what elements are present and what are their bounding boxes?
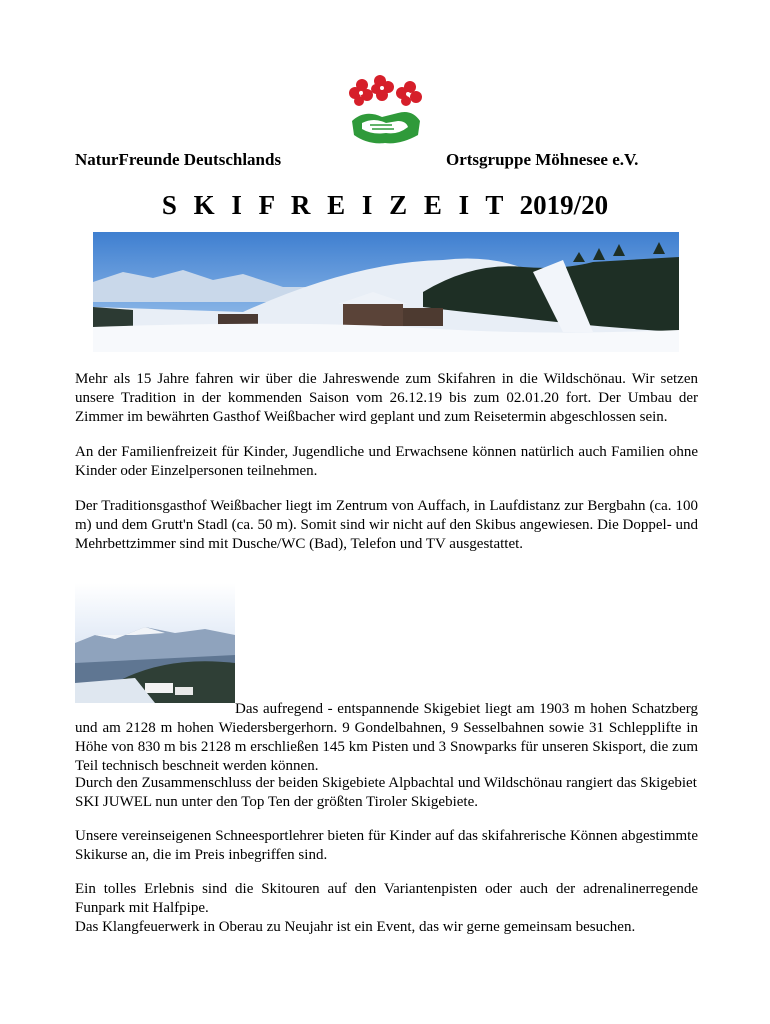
paragraph-family: An der Familienfreizeit für Kinder, Jugendliche und Erwachsene können natürlich auch Familien ohne Kinder oder Einzelpersonen teilnehmen. [75,444,698,479]
panorama-photo [93,232,679,352]
paragraph-fireworks: Das Klangfeuerwerk in Oberau zu Neujahr ist ein Event, das wir gerne gemeinsam besuchen. [75,919,636,935]
paragraph-ski-area: Das aufregend - entspannende Skigebiet liegt am 1903 m hohen Schatzberg und am 2128 m hohen Wiedersbergerhorn. 9 Gondelbahnen, 9 Sesselbahnen sowie 31 Schlepplifte in Höhe von 830 m bis 2128 m erschließen 145 km Pisten und 3 Snowparks für unseren Skisport, die zum Teil technisch beschneit werden können. [75,701,698,774]
naturfreunde-logo [340,73,430,153]
paragraph-experience: Ein tolles Erlebnis sind die Skitouren auf den Variantenpisten oder auch der adrenalinerregende Funpark mit Halfpipe. [75,881,698,916]
local-group-name: Ortsgruppe Möhnesee e.V. [446,150,639,169]
paragraph-hotel: Der Traditionsgasthof Weißbacher liegt im Zentrum von Auffach, in Laufdistanz zur Bergbahn (ca. 100 m) und dem Grutt'n Stadl (ca. 50 m). Somit sind wir nicht auf den Skibus angewiesen. Die Doppel- und Mehrbettzimmer sind mit Dusche/WC (Bad), Telefon und TV ausgestattet. [75,498,698,552]
title-main: S K I F R E I Z E I T [161,190,508,220]
title-year: 2019/20 [519,190,609,220]
paragraph-ski-instructors: Unsere vereinseigenen Schneesportlehrer bieten für Kinder auf das skifahrerische Können abgestimmte Skikurse an, die im Preis inbegriffen sind. [75,828,698,863]
page-title [0,190,770,221]
paragraph-intro: Mehr als 15 Jahre fahren wir über die Jahreswende zum Skifahren in die Wildschönau. Wir setzen unsere Tradition in der kommenden Saison vom 26.12.19 bis zum 02.01.20 fort. Der Umbau der Zimmer im bewährten Gasthof Weißbacher wird geplant und zum Reisetermin abgeschlossen sein. [75,371,698,425]
organization-name: NaturFreunde Deutschlands [75,150,282,169]
paragraph-ski-juwel: Durch den Zusammenschluss der beiden Skigebiete Alpbachtal und Wildschönau rangiert das Skigebiet SKI JUWEL nun unter den Top Ten der größten Tiroler Skigebiete. [75,775,697,810]
mountain-photo [75,583,235,703]
